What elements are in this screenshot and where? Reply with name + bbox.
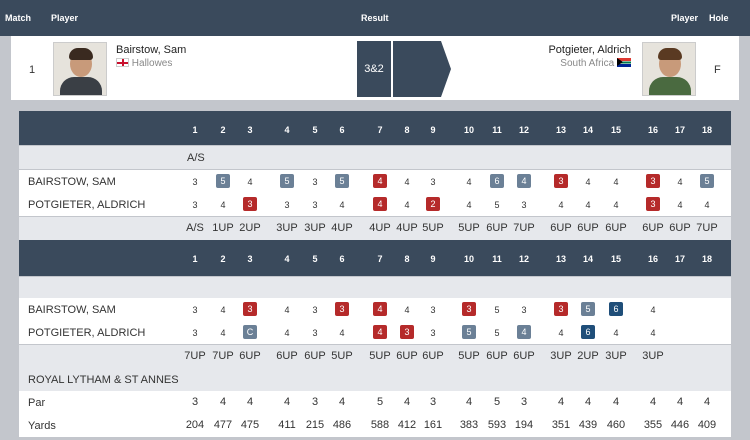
score-cell — [603, 302, 629, 316]
match-status-cell: 1UP — [212, 222, 234, 234]
match-status-cell: 6UP — [513, 350, 535, 362]
score-cell — [367, 325, 393, 339]
match-status-cell: 6UP — [422, 350, 444, 362]
score-cell — [237, 302, 263, 316]
round2-player1-name: BAIRSTOW, SAM — [28, 304, 116, 316]
score-cell — [274, 174, 300, 188]
score-badge: 4 — [373, 302, 387, 316]
score-cell: 4 — [220, 328, 226, 338]
score-cell — [484, 174, 510, 188]
yards-cell: 439 — [578, 419, 598, 431]
hole-number: 17 — [674, 125, 685, 135]
match-status-cell: 3UP — [605, 350, 627, 362]
score-cell: 3 — [430, 305, 436, 315]
holes-header-1 — [19, 111, 731, 145]
score-badge: 3 — [554, 174, 568, 188]
par-cell: 3 — [311, 396, 319, 408]
yards-cell: 475 — [240, 419, 260, 431]
score-cell: 4 — [284, 328, 290, 338]
par-cell: 4 — [703, 396, 711, 408]
par-cell: 4 — [465, 396, 473, 408]
yards-cell: 446 — [670, 419, 690, 431]
left-player-club: Hallowes — [116, 58, 172, 69]
left-player-name[interactable]: Bairstow, Sam — [116, 44, 187, 56]
hole-number: 18 — [701, 254, 712, 264]
right-player-country: South Africa — [560, 58, 631, 69]
score-cell — [210, 174, 236, 188]
score-cell: 4 — [247, 177, 253, 187]
yards-cell: 588 — [370, 419, 390, 431]
score-cell: 4 — [558, 200, 564, 210]
yards-cell: 412 — [397, 419, 417, 431]
hole-number: 10 — [463, 125, 474, 135]
score-cell: 4 — [339, 200, 345, 210]
match-status-cell: 6UP — [304, 350, 326, 362]
match-status-cell: 2UP — [577, 350, 599, 362]
score-badge: 5 — [462, 325, 476, 339]
yards-cell: 215 — [305, 419, 325, 431]
score-cell — [575, 325, 601, 339]
score-cell — [548, 174, 574, 188]
match-status-cell: 6UP — [605, 222, 627, 234]
south-africa-flag-icon — [617, 58, 631, 67]
match-status-cell: 3UP — [304, 222, 326, 234]
match-status-cell: 6UP — [486, 222, 508, 234]
score-badge: 3 — [646, 174, 660, 188]
yards-cell: 411 — [278, 419, 296, 431]
par-cell: 4 — [676, 396, 684, 408]
score-cell: 3 — [192, 177, 198, 187]
par-cell: 4 — [649, 396, 657, 408]
round2-player2-row — [19, 321, 731, 344]
par-row — [19, 391, 731, 414]
score-badge: C — [243, 325, 257, 339]
hole-number: 3 — [247, 125, 253, 135]
yards-cell: 383 — [459, 419, 479, 431]
score-cell: 4 — [585, 177, 591, 187]
score-cell: 4 — [404, 177, 410, 187]
score-cell: 4 — [404, 305, 410, 315]
score-cell — [420, 197, 446, 211]
hole-number: 1 — [192, 125, 198, 135]
round1-player2-name: POTGIETER, ALDRICH — [28, 199, 146, 211]
yards-cell: 194 — [514, 419, 534, 431]
match-status-cell: 7UP — [212, 350, 234, 362]
hole-number: 15 — [610, 254, 621, 264]
right-player-name[interactable]: Potgieter, Aldrich — [548, 44, 631, 56]
hole-number: 16 — [647, 125, 658, 135]
par-cell: 3 — [429, 396, 437, 408]
hole-number: 7 — [377, 125, 383, 135]
score-cell: 4 — [585, 200, 591, 210]
score-badge: 6 — [609, 302, 623, 316]
hole-number: 16 — [647, 254, 658, 264]
score-cell: 4 — [613, 177, 619, 187]
score-cell: 3 — [312, 305, 318, 315]
yards-row — [19, 414, 731, 437]
round1-player2-row — [19, 193, 731, 216]
score-cell: 4 — [339, 328, 345, 338]
score-badge: 3 — [462, 302, 476, 316]
par-label: Par — [28, 397, 46, 409]
score-cell — [511, 325, 537, 339]
match-status-cell: 5UP — [422, 222, 444, 234]
par-cell: 5 — [493, 396, 501, 408]
score-cell — [511, 174, 537, 188]
spacer-row — [19, 277, 731, 300]
round2-status-row — [19, 345, 731, 368]
match-status-cell: 6UP — [669, 222, 691, 234]
match-status-cell: 6UP — [396, 350, 418, 362]
match-status-cell: 3UP — [550, 350, 572, 362]
round1-player1-name: BAIRSTOW, SAM — [28, 176, 116, 188]
score-cell: 5 — [494, 328, 500, 338]
status-before-row — [19, 146, 731, 169]
score-cell: 4 — [220, 305, 226, 315]
score-cell — [456, 325, 482, 339]
header-player: Player — [51, 13, 79, 23]
yards-cell: 593 — [487, 419, 507, 431]
match-status-cell: 6UP — [276, 350, 298, 362]
match-number: 1 — [29, 64, 36, 76]
score-cell: 3 — [312, 177, 318, 187]
round2-player2-name: POTGIETER, ALDRICH — [28, 327, 146, 339]
course-name-row — [19, 368, 731, 391]
hole-number: 8 — [404, 254, 410, 264]
score-cell — [329, 302, 355, 316]
right-player-photo — [642, 42, 696, 96]
score-cell: 3 — [192, 328, 198, 338]
score-badge: 3 — [243, 197, 257, 211]
score-badge: 5 — [700, 174, 714, 188]
match-status-cell: 7UP — [513, 222, 535, 234]
score-cell: 4 — [677, 177, 683, 187]
par-cell: 4 — [612, 396, 620, 408]
par-cell: 4 — [246, 396, 254, 408]
score-cell — [237, 197, 263, 211]
score-badge: 4 — [373, 325, 387, 339]
score-cell: 4 — [613, 200, 619, 210]
header-player-right: Player — [671, 13, 699, 23]
score-cell: 3 — [192, 200, 198, 210]
hole-number: 3 — [247, 254, 253, 264]
scorecard-panel — [11, 100, 739, 440]
score-badge: 6 — [490, 174, 504, 188]
header-match: Match — [5, 13, 32, 23]
score-badge: 5 — [335, 174, 349, 188]
score-cell: 4 — [466, 177, 472, 187]
yards-cell: 477 — [213, 419, 233, 431]
hole-number: 13 — [555, 254, 566, 264]
hole-number: 5 — [312, 125, 318, 135]
score-cell — [640, 197, 666, 211]
hole-number: 12 — [518, 125, 529, 135]
score-cell: 4 — [613, 328, 619, 338]
score-cell — [367, 302, 393, 316]
hole-number: 4 — [284, 125, 290, 135]
hole-number: 11 — [492, 254, 502, 264]
match-result: 3&2 — [357, 41, 391, 97]
score-cell: 5 — [494, 200, 500, 210]
score-cell: 4 — [650, 305, 656, 315]
par-cell: 4 — [338, 396, 346, 408]
match-status-cell: 7UP — [184, 350, 206, 362]
score-cell: 3 — [521, 200, 527, 210]
match-status-cell: A/S — [186, 222, 204, 234]
score-cell — [640, 174, 666, 188]
hole-number: 10 — [463, 254, 474, 264]
match-status-cell: 6UP — [239, 350, 261, 362]
yards-cell: 486 — [332, 419, 352, 431]
hole-number: 14 — [582, 125, 593, 135]
hole-number: 11 — [492, 125, 502, 135]
score-cell: 3 — [312, 328, 318, 338]
match-status-cell: 4UP — [331, 222, 353, 234]
match-status-cell: 4UP — [396, 222, 418, 234]
par-cell: 4 — [403, 396, 411, 408]
hole-number: 4 — [284, 254, 290, 264]
score-badge: 2 — [426, 197, 440, 211]
match-status-cell: 4UP — [369, 222, 391, 234]
yards-cell: 355 — [643, 419, 663, 431]
match-row[interactable] — [11, 36, 739, 100]
score-badge: 3 — [335, 302, 349, 316]
score-badge: 4 — [517, 174, 531, 188]
hole-number: 6 — [339, 254, 345, 264]
score-cell: 4 — [558, 328, 564, 338]
match-status-cell: 6UP — [550, 222, 572, 234]
par-cell: 4 — [219, 396, 227, 408]
score-cell: 3 — [521, 305, 527, 315]
hole-number: 2 — [220, 254, 226, 264]
score-cell: 3 — [430, 177, 436, 187]
hole-number: 12 — [518, 254, 529, 264]
hole-number: 18 — [701, 125, 712, 135]
hole-number: 1 — [192, 254, 198, 264]
header-result: Result — [361, 13, 389, 23]
score-cell: 4 — [404, 200, 410, 210]
match-status-cell: 5UP — [331, 350, 353, 362]
score-cell: 5 — [494, 305, 500, 315]
hole-number: 15 — [610, 125, 621, 135]
score-badge: 4 — [517, 325, 531, 339]
match-status-cell: 5UP — [369, 350, 391, 362]
hole-number: 6 — [339, 125, 345, 135]
yards-cell: 351 — [551, 419, 571, 431]
score-cell: 4 — [677, 200, 683, 210]
score-badge: 5 — [280, 174, 294, 188]
score-cell — [548, 302, 574, 316]
score-cell — [329, 174, 355, 188]
score-cell — [694, 174, 720, 188]
hole-number: 8 — [404, 125, 410, 135]
score-cell: 3 — [430, 328, 436, 338]
match-status-cell: 6UP — [642, 222, 664, 234]
par-cell: 3 — [191, 396, 199, 408]
hole-number: 7 — [377, 254, 383, 264]
match-status-cell: 6UP — [486, 350, 508, 362]
left-player-photo — [53, 42, 107, 96]
score-cell: 3 — [192, 305, 198, 315]
match-status-cell: 7UP — [696, 222, 718, 234]
score-badge: 3 — [400, 325, 414, 339]
score-cell: 3 — [312, 200, 318, 210]
yards-cell: 460 — [606, 419, 626, 431]
hole-finished: F — [714, 64, 721, 76]
match-status-cell: 5UP — [458, 350, 480, 362]
course-name: ROYAL LYTHAM & ST ANNES — [28, 374, 179, 386]
score-badge: 3 — [243, 302, 257, 316]
hole-number: 17 — [674, 254, 685, 264]
score-badge: 5 — [581, 302, 595, 316]
yards-cell: 161 — [423, 419, 443, 431]
score-cell: 4 — [650, 328, 656, 338]
score-badge: 3 — [554, 302, 568, 316]
score-cell — [575, 302, 601, 316]
status-all-square: A/S — [187, 152, 205, 164]
hole-number: 13 — [555, 125, 566, 135]
match-status-cell: 3UP — [276, 222, 298, 234]
score-badge: 4 — [373, 174, 387, 188]
yards-cell: 204 — [185, 419, 205, 431]
yards-label: Yards — [28, 420, 56, 432]
match-status-cell: 3UP — [642, 350, 664, 362]
score-cell: 3 — [284, 200, 290, 210]
results-header-bar — [0, 0, 750, 36]
score-cell: 4 — [284, 305, 290, 315]
round1-player1-row — [19, 170, 731, 193]
round2-player1-row — [19, 298, 731, 321]
result-arrow-icon — [393, 41, 451, 97]
match-status-cell: 5UP — [458, 222, 480, 234]
england-flag-icon — [116, 58, 129, 67]
par-cell: 4 — [584, 396, 592, 408]
score-cell — [367, 174, 393, 188]
score-cell — [367, 197, 393, 211]
score-cell: 4 — [704, 200, 710, 210]
score-cell — [394, 325, 420, 339]
score-cell: 4 — [220, 200, 226, 210]
match-status-cell: 6UP — [577, 222, 599, 234]
par-cell: 5 — [376, 396, 384, 408]
round1-status-row — [19, 217, 731, 240]
header-hole: Hole — [709, 13, 729, 23]
score-badge: 3 — [646, 197, 660, 211]
par-cell: 4 — [283, 396, 291, 408]
hole-number: 9 — [430, 125, 436, 135]
score-cell — [237, 325, 263, 339]
score-cell: 4 — [466, 200, 472, 210]
score-cell — [456, 302, 482, 316]
par-cell: 4 — [557, 396, 565, 408]
hole-number: 9 — [430, 254, 436, 264]
match-status-cell: 2UP — [239, 222, 261, 234]
score-badge: 6 — [581, 325, 595, 339]
hole-number: 14 — [582, 254, 593, 264]
yards-cell: 409 — [697, 419, 717, 431]
holes-header-2 — [19, 240, 731, 276]
par-cell: 3 — [520, 396, 528, 408]
hole-number: 2 — [220, 125, 226, 135]
score-badge: 5 — [216, 174, 230, 188]
hole-number: 5 — [312, 254, 318, 264]
score-badge: 4 — [373, 197, 387, 211]
